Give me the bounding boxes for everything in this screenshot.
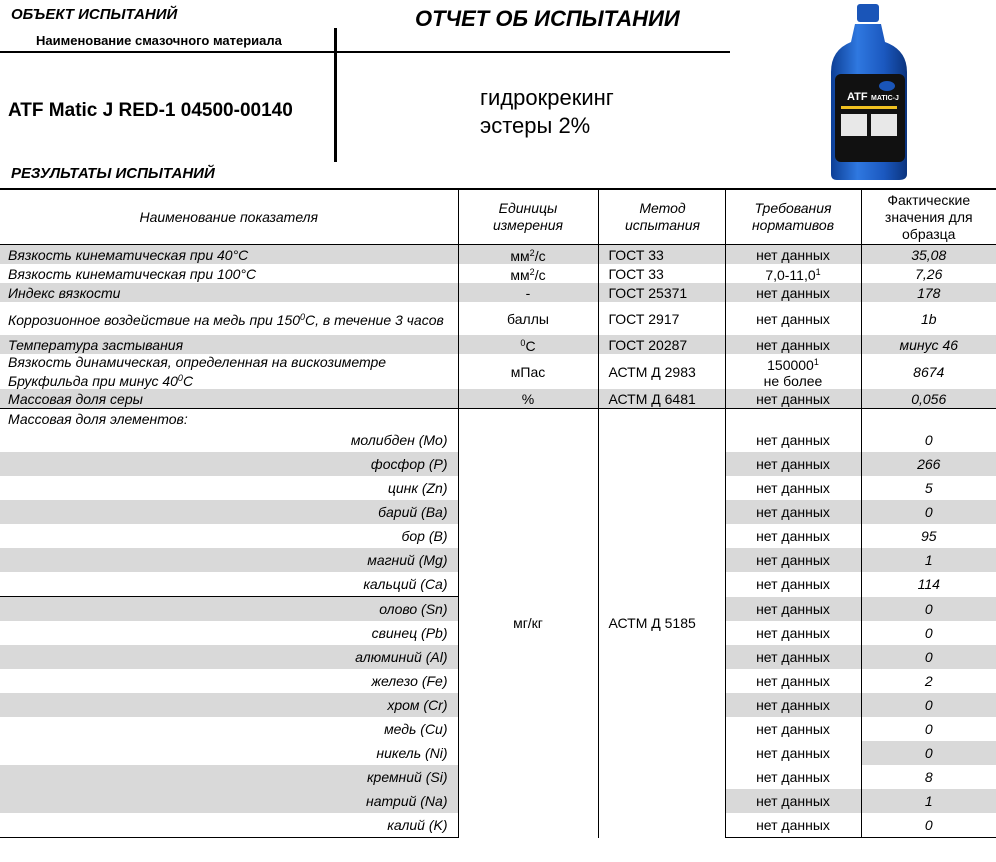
- bottle-label-panel-2: [871, 114, 897, 136]
- element-requirement: нет данных: [725, 645, 861, 669]
- param-unit: -: [458, 283, 598, 302]
- param-requirement: нет данных: [725, 283, 861, 302]
- param-value: 0,056: [861, 389, 996, 409]
- element-name: барий (Ba): [0, 500, 458, 524]
- header-divider-right: [336, 51, 730, 53]
- element-name: цинк (Zn): [387, 480, 448, 496]
- param-method: ГОСТ 33: [598, 264, 725, 283]
- param-method: ГОСТ 20287: [598, 335, 725, 354]
- param-requirement: 7,0-11,0$^1$: [725, 264, 861, 283]
- table-header-row: [0, 189, 996, 245]
- element-requirement: нет данных: [725, 765, 861, 789]
- element-name: магний (Mg): [0, 548, 458, 572]
- element-name: кремний (Si): [0, 765, 458, 789]
- oil-bottle-image: [827, 2, 911, 182]
- element-value: 1: [861, 548, 996, 572]
- element-value: 114: [861, 572, 996, 597]
- element-requirement: нет данных: [725, 548, 861, 572]
- param-requirement: нет данных: [725, 245, 861, 265]
- element-value: 8: [861, 765, 996, 789]
- element-requirement: нет данных: [725, 572, 861, 597]
- param-requirement: нет данных: [725, 335, 861, 354]
- param-method: АСТМ Д 6481: [598, 389, 725, 409]
- element-requirement: нет данных: [725, 813, 861, 838]
- param-method: ГОСТ 2917: [598, 302, 725, 335]
- bottle-logo-icon: [879, 81, 895, 91]
- material-label: Наименование смазочного материала: [36, 33, 282, 48]
- element-name: хром (Cr): [0, 693, 458, 717]
- col-header-unit: Единицы измерения: [458, 189, 598, 245]
- param-unit: %: [458, 389, 598, 409]
- element-name: никель (Ni): [376, 745, 448, 761]
- param-name: Массовая доля серы: [0, 389, 458, 409]
- element-requirement: нет данных: [725, 428, 861, 452]
- elements-title: Массовая доля элементов:: [0, 409, 458, 429]
- blank-cell: [861, 409, 996, 429]
- table-row: [0, 283, 996, 302]
- element-requirement: нет данных: [725, 524, 861, 548]
- element-name: медь (Cu): [384, 721, 448, 737]
- element-requirement: нет данных: [725, 476, 861, 500]
- bottle-model-text: MATIC-J: [871, 95, 899, 102]
- param-requirement: 150000$^1$ не более: [725, 354, 861, 389]
- table-row: [0, 335, 996, 354]
- col-header-method: Метод испытания: [598, 189, 725, 245]
- element-value: 95: [861, 524, 996, 548]
- param-value: 178: [861, 283, 996, 302]
- element-requirement: нет данных: [725, 500, 861, 524]
- param-unit: мПас: [458, 354, 598, 389]
- table-row: [0, 264, 996, 283]
- elements-unit: мг/кг: [458, 409, 598, 838]
- param-name: Вязкость кинематическая при 100°C: [8, 265, 257, 282]
- results-table: [0, 188, 996, 838]
- param-name: Вязкость кинематическая при 40°C: [0, 245, 458, 265]
- element-name: фосфор (P): [0, 452, 458, 476]
- param-value: 1b: [861, 302, 996, 335]
- element-requirement: нет данных: [725, 621, 861, 645]
- element-value: 5: [861, 476, 996, 500]
- element-requirement: нет данных: [725, 741, 861, 765]
- element-value: 0: [861, 741, 996, 765]
- element-value: 0: [861, 645, 996, 669]
- elements-section-row: [0, 409, 996, 429]
- element-name: свинец (Pb): [371, 625, 448, 641]
- param-value: минус 46: [861, 335, 996, 354]
- param-name: Индекс вязкости: [0, 283, 458, 302]
- param-unit: $^0$C: [458, 335, 598, 354]
- param-unit: баллы: [458, 302, 598, 335]
- param-method: АСТМ Д 2983: [598, 354, 725, 389]
- element-value: 0: [861, 621, 996, 645]
- table-row: [0, 245, 996, 265]
- element-name: кальций (Ca): [363, 576, 448, 592]
- bottle-cap: [857, 4, 879, 22]
- element-value: 266: [861, 452, 996, 476]
- param-value: 8674: [861, 354, 996, 389]
- product-name: ATF Matic J RED-1 04500-00140: [8, 100, 293, 121]
- blank-cell: [725, 409, 861, 429]
- bottle-label-panel: [841, 114, 867, 136]
- element-requirement: нет данных: [725, 452, 861, 476]
- param-method: ГОСТ 25371: [598, 283, 725, 302]
- element-value: 0: [861, 500, 996, 524]
- element-name: калий (K): [0, 813, 458, 838]
- table-row: [0, 302, 996, 335]
- col-header-value: Фактические значения для образца: [861, 189, 996, 245]
- header-vertical-divider: [334, 28, 337, 162]
- element-requirement: нет данных: [725, 693, 861, 717]
- param-requirement: нет данных: [725, 302, 861, 335]
- element-name: железо (Fe): [371, 673, 448, 689]
- bottle-label-stripe: [841, 106, 897, 109]
- param-name: Вязкость динамическая, определенная на вискозиметре Брукфильда при минус $40^0C$: [8, 354, 387, 389]
- element-name: алюминий (Al): [0, 645, 458, 669]
- element-value: 0: [861, 813, 996, 838]
- results-label: РЕЗУЛЬТАТЫ ИСПЫТАНИЙ: [11, 165, 215, 182]
- param-value: 35,08: [861, 245, 996, 265]
- param-unit: $мм^2/с$: [458, 264, 598, 283]
- col-header-name: Наименование показателя: [0, 189, 458, 245]
- param-value: 7,26: [861, 264, 996, 283]
- col-header-requirement: Требования нормативов: [725, 189, 861, 245]
- report-title: ОТЧЕТ ОБ ИСПЫТАНИИ: [415, 6, 680, 31]
- element-requirement: нет данных: [725, 669, 861, 693]
- element-value: 1: [861, 789, 996, 813]
- base-oil-info: [480, 84, 614, 140]
- element-value: 0: [861, 597, 996, 622]
- element-name: молибден (Mo): [350, 432, 448, 448]
- element-requirement: нет данных: [725, 597, 861, 622]
- element-name: олово (Sn): [0, 597, 458, 622]
- param-requirement: нет данных: [725, 389, 861, 409]
- object-label: ОБЪЕКТ ИСПЫТАНИЙ: [11, 6, 178, 23]
- param-name: Температура застывания: [0, 335, 458, 354]
- param-method: ГОСТ 33: [598, 245, 725, 265]
- element-requirement: нет данных: [725, 717, 861, 741]
- table-row: [0, 354, 996, 389]
- param-name: Коррозионное воздействие на медь при $150^0C$, в течение 3 часов: [8, 312, 444, 328]
- bottle-brand-text: ATF: [847, 91, 868, 103]
- element-name: натрий (Na): [0, 789, 458, 813]
- param-unit: $мм^2/с$: [458, 245, 598, 265]
- element-value: 2: [861, 669, 996, 693]
- element-requirement: нет данных: [725, 789, 861, 813]
- element-value: 0: [861, 428, 996, 452]
- element-value: 0: [861, 717, 996, 741]
- element-name: бор (B): [401, 528, 448, 544]
- table-row: [0, 389, 996, 409]
- elements-method: АСТМ Д 5185: [598, 409, 725, 838]
- header-divider-left: [0, 51, 336, 53]
- base-oil-line-1: гидрокрекинг: [480, 85, 614, 110]
- base-oil-line-2: эстеры 2%: [480, 113, 591, 138]
- element-value: 0: [861, 693, 996, 717]
